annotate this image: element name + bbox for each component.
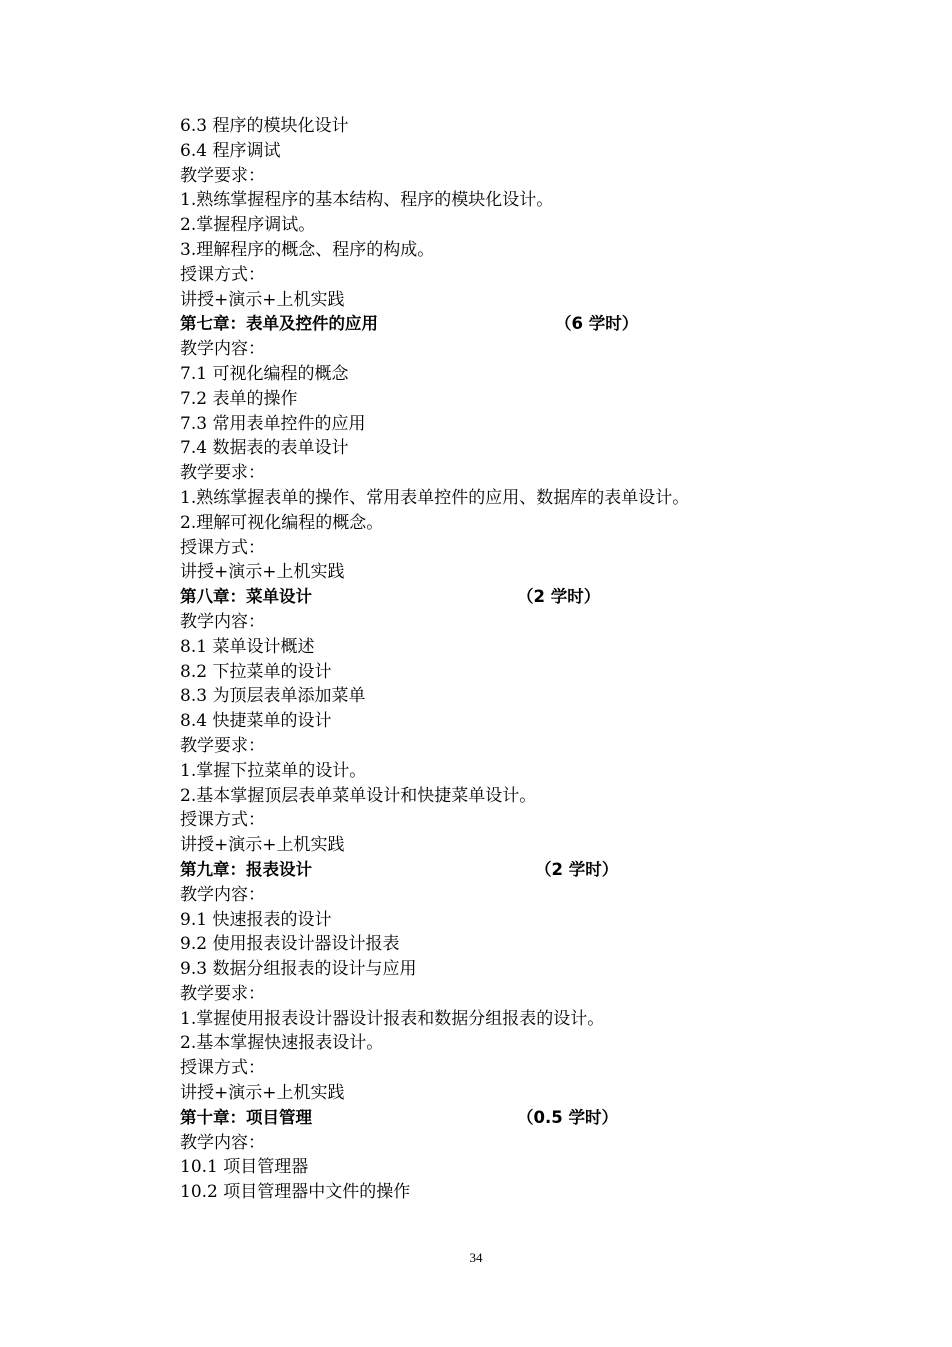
page-content [180, 114, 880, 1205]
text-line: 3.理解程序的概念、程序的构成。 [180, 239, 435, 260]
chapter-hours: （2 学时） [535, 859, 619, 879]
text-line: 教学内容： [180, 611, 265, 632]
text-line: 2.理解可视化编程的概念。 [180, 512, 384, 533]
chapter-title: 第九章：报表设计 [180, 859, 312, 879]
page-number: 34 [469, 1250, 483, 1265]
text-line: 授课方式： [180, 537, 265, 558]
text-line: 1.熟练掌握表单的操作、常用表单控件的应用、数据库的表单设计。 [180, 487, 690, 508]
chapter-8 [180, 585, 880, 858]
text-line: 教学内容： [180, 1132, 265, 1153]
text-line: 2.基本掌握顶层表单菜单设计和快捷菜单设计。 [180, 785, 537, 806]
text-line: 教学要求： [180, 165, 265, 186]
text-line: 授课方式： [180, 1058, 265, 1079]
text-line: 讲授+演示+上机实践 [180, 289, 345, 310]
chapter-9 [180, 858, 880, 1106]
chapter-heading [180, 1106, 880, 1131]
chapter-title: 第十章：项目管理 [180, 1107, 312, 1127]
chapter-heading [180, 585, 880, 610]
chapter-7 [180, 312, 880, 585]
chapter-10 [180, 1106, 880, 1205]
text-line: 讲授+演示+上机实践 [180, 835, 345, 856]
text-line: 讲授+演示+上机实践 [180, 1083, 345, 1104]
text-line: 9.2 使用报表设计器设计报表 [180, 934, 400, 955]
text-line: 教学内容： [180, 884, 265, 905]
text-line: 1.掌握使用报表设计器设计报表和数据分组报表的设计。 [180, 1008, 605, 1029]
text-line: 7.3 常用表单控件的应用 [180, 413, 366, 434]
chapter-title: 第七章：表单及控件的应用 [180, 314, 378, 334]
text-line: 9.1 快速报表的设计 [180, 909, 332, 930]
text-line: 1.熟练掌握程序的基本结构、程序的模块化设计。 [180, 190, 554, 211]
text-line: 2.基本掌握快速报表设计。 [180, 1033, 384, 1054]
text-line: 8.3 为顶层表单添加菜单 [180, 686, 366, 707]
text-line: 7.4 数据表的表单设计 [180, 438, 349, 459]
text-line: 6.3 程序的模块化设计 [180, 116, 349, 136]
chapter-hours: （2 学时） [517, 587, 601, 607]
text-line: 教学内容： [180, 339, 265, 360]
text-line: 8.1 菜单设计概述 [180, 636, 315, 657]
text-line: 教学要求： [180, 735, 265, 756]
text-line: 7.2 表单的操作 [180, 388, 298, 409]
text-line: 教学要求： [180, 983, 265, 1004]
text-line: 2.掌握程序调试。 [180, 215, 316, 236]
text-line: 讲授+演示+上机实践 [180, 562, 345, 583]
text-line: 授课方式： [180, 264, 265, 285]
text-line: 授课方式： [180, 810, 265, 831]
chapter-title: 第八章：菜单设计 [180, 587, 312, 607]
text-line: 10.1 项目管理器 [180, 1157, 309, 1178]
text-line: 7.1 可视化编程的概念 [180, 363, 349, 384]
text-line: 6.4 程序调试 [180, 140, 281, 161]
text-line: 教学要求： [180, 463, 265, 484]
text-line: 10.2 项目管理器中文件的操作 [180, 1182, 411, 1203]
text-line: 8.4 快捷菜单的设计 [180, 711, 332, 732]
chapter-hours: （0.5 学时） [517, 1107, 618, 1127]
text-line: 8.2 下拉菜单的设计 [180, 661, 332, 682]
top-section [180, 114, 880, 312]
chapter-hours: （6 学时） [555, 314, 639, 334]
text-line: 1.掌握下拉菜单的设计。 [180, 760, 367, 781]
chapter-heading [180, 858, 880, 883]
text-line: 9.3 数据分组报表的设计与应用 [180, 959, 417, 980]
chapter-heading [180, 312, 880, 337]
